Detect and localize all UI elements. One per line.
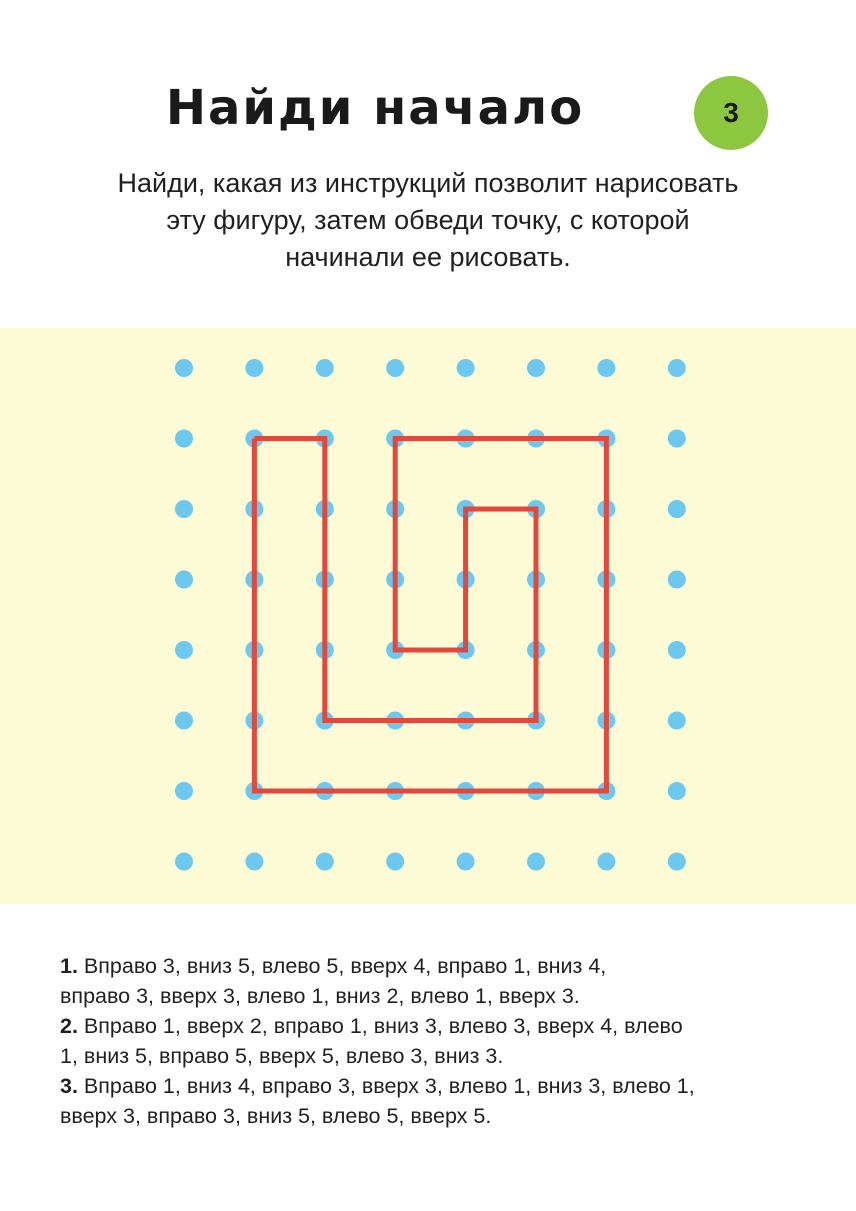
dot-grid-drawing <box>0 328 856 904</box>
task-instructions <box>60 165 796 276</box>
grid-dot <box>175 712 193 730</box>
option-2 <box>60 1011 800 1071</box>
grid-dot <box>668 571 686 589</box>
grid-dot <box>386 853 404 871</box>
option-line: вверх 3, вправо 3, вниз 5, влево 5, вверх 5. <box>60 1104 492 1128</box>
grid-dot <box>668 782 686 800</box>
grid-dot <box>668 500 686 518</box>
option-line: 1, вниз 5, вправо 5, вверх 5, влево 3, вниз 3. <box>60 1044 504 1068</box>
grid-dot <box>175 853 193 871</box>
grid-dot <box>668 853 686 871</box>
grid-dot <box>668 359 686 377</box>
grid-dot <box>175 430 193 448</box>
instruction-line: эту фигуру, затем обведи точку, с которой <box>166 205 690 235</box>
option-number: 2. <box>60 1014 78 1038</box>
option-number: 3. <box>60 1074 78 1098</box>
instruction-line: Найди, какая из инструкций позволит нарисовать <box>117 168 739 198</box>
grid-dot <box>597 359 615 377</box>
grid-dot <box>668 712 686 730</box>
grid-dot <box>457 853 475 871</box>
grid-dot <box>597 853 615 871</box>
option-3 <box>60 1071 800 1131</box>
page-title: Найди начало <box>165 80 585 136</box>
grid-dot <box>457 359 475 377</box>
grid-dot <box>668 430 686 448</box>
instruction-line: начинали ее рисовать. <box>285 242 571 272</box>
option-text: Вправо 1, вверх 2, вправо 1, вниз 3, влево 3, вверх 4, влево <box>83 1014 683 1038</box>
option-text: Вправо 1, вниз 4, вправо 3, вверх 3, влево 1, вниз 3, влево 1, <box>83 1074 695 1098</box>
option-line <box>60 1011 800 1041</box>
figure-outline <box>254 439 606 792</box>
page-number-badge: 3 <box>694 76 768 150</box>
grid-dot <box>175 641 193 659</box>
option-number: 1. <box>60 954 78 978</box>
grid-dot <box>175 782 193 800</box>
answer-options <box>60 951 800 1131</box>
grid-dot <box>668 641 686 659</box>
option-line <box>60 1071 800 1101</box>
grid-dot <box>316 853 334 871</box>
dot-grid-panel <box>0 328 856 904</box>
grid-dot <box>175 571 193 589</box>
option-line: вправо 3, вверх 3, влево 1, вниз 2, влево 1, вверх 3. <box>60 984 580 1008</box>
grid-dot <box>175 500 193 518</box>
grid-dot <box>245 359 263 377</box>
option-text: Вправо 3, вниз 5, влево 5, вверх 4, вправо 1, вниз 4, <box>83 954 607 978</box>
grid-dot <box>175 359 193 377</box>
grid-dot <box>316 359 334 377</box>
grid-dot <box>527 853 545 871</box>
option-1 <box>60 951 800 1011</box>
grid-dot <box>386 359 404 377</box>
grid-dot <box>245 853 263 871</box>
option-line <box>60 951 800 981</box>
grid-dot <box>527 359 545 377</box>
